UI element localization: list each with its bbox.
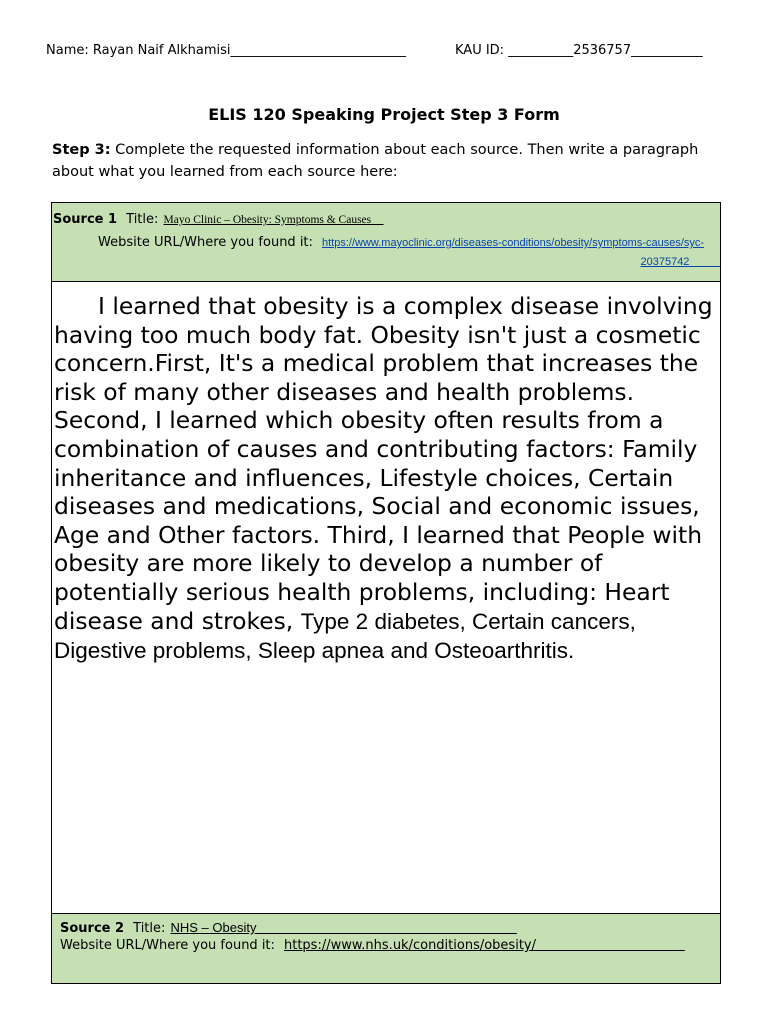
name-label: Name: [46,43,89,58]
source2-title-label: Title: [133,921,166,936]
instructions-line2: about what you learned from each source here: [52,164,398,180]
source1-title-row [53,208,384,227]
instructions-line1: Complete the requested information about each source. Then write a paragraph [115,142,699,158]
step-label: Step 3: [52,142,111,158]
source1-url-line2[interactable]: 20375742 [640,256,690,268]
kau-value: 2536757 [573,43,632,58]
source1-url-line1[interactable]: https://www.mayoclinic.org/diseases-conditions/obesity/symptoms-causes/syc- [322,237,705,249]
kau-label: KAU ID: [455,43,505,58]
kau-id-line [455,43,703,58]
paragraph-tail-text: Type 2 diabetes, Certain cancers, Digestive problems, Sleep apnea and Osteoarthritis. [54,608,636,664]
source1-url-row2 [640,250,720,269]
source2-title-value: NHS – Obesity [170,920,257,935]
name-line [46,43,406,58]
source1-url-row [98,231,704,250]
paragraph-main-text: I learned that obesity is a complex disease involving having too much body fat. Obesity isn't just a cosmetic concern.First, It's a medical problem that increases the risk of many other diseases and health problems. Second, I learned which obesity often results from a combination of causes and contributing factors: Family inheritance and influences, Lifestyle choices, Certain diseases and medications, Social and economic issues, Age and Other factors. Third, I learned that People with obesity are more likely to develop a number of potentially serious health problems, including: Heart disease and strokes, [54,292,713,635]
source1-title-value: Mayo Clinic – Obesity: Symptoms & Causes [163,214,372,226]
paragraph-box [51,282,721,914]
source2-url-row [60,934,685,953]
name-blank: ___________________________ [230,43,407,58]
source2-box [51,913,721,984]
name-value: Rayan Naif Alkhamisi [92,43,231,58]
source1-box [51,202,721,282]
source2-label: Source 2 [60,921,125,936]
source1-title-label: Title: [126,212,159,227]
source1-label: Source 1 [53,212,118,227]
page-title: ELIS 120 Speaking Project Step 3 Form [208,105,560,124]
instructions [52,139,732,183]
source2-url-value[interactable]: https://www.nhs.uk/conditions/obesity/ [284,938,536,953]
learned-paragraph [54,292,722,666]
kau-blank-after: ___________ [631,43,703,58]
source2-url-label: Website URL/Where you found it: [60,938,275,953]
kau-blank-before: __________ [508,43,574,58]
source1-url-label: Website URL/Where you found it: [98,235,313,250]
